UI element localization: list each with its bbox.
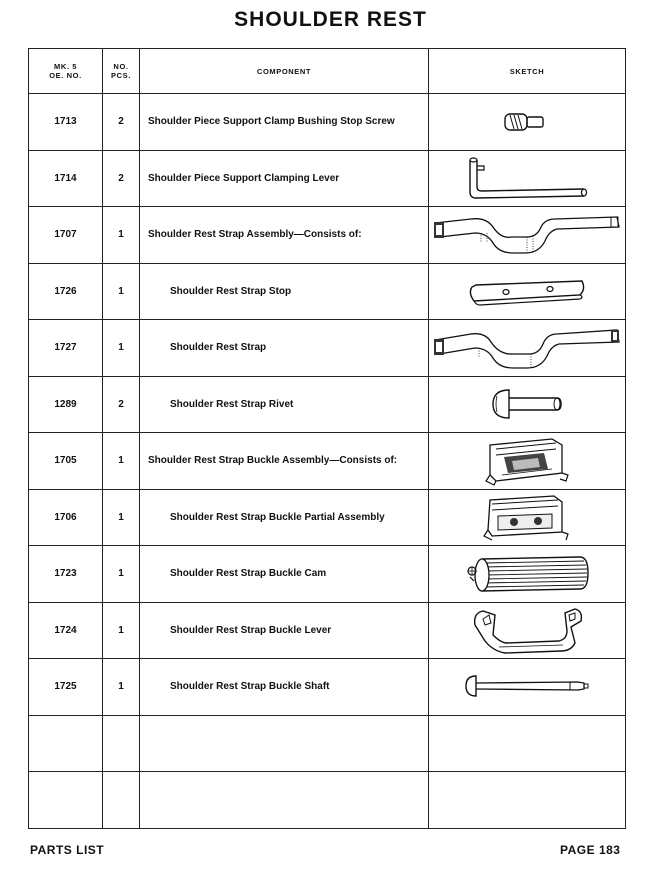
- empty-cell: [103, 715, 140, 772]
- table-row: [29, 263, 626, 320]
- component-cell: Shoulder Rest Strap Rivet: [140, 376, 429, 433]
- strap-assembly-sketch: [431, 213, 623, 257]
- sketch-cell: [429, 489, 626, 546]
- empty-cell: [429, 772, 626, 829]
- sketch-cell: [429, 546, 626, 603]
- header-sketch: SKETCH: [429, 49, 626, 94]
- strap-sketch: [431, 326, 623, 370]
- table-row: [29, 150, 626, 207]
- pieces-cell: 2: [103, 150, 140, 207]
- pieces-cell: 1: [103, 602, 140, 659]
- pieces-cell: 1: [103, 546, 140, 603]
- stop-screw-sketch: [497, 107, 557, 137]
- rivet-sketch: [487, 386, 567, 422]
- sketch-cell: [429, 602, 626, 659]
- mk-number-cell: 1705: [29, 433, 103, 490]
- table-row-empty: [29, 715, 626, 772]
- component-cell: Shoulder Rest Strap Buckle Cam: [140, 546, 429, 603]
- empty-cell: [140, 772, 429, 829]
- table-row-empty: [29, 772, 626, 829]
- pieces-cell: 2: [103, 94, 140, 151]
- sketch-cell: [429, 263, 626, 320]
- component-cell: Shoulder Rest Strap Assembly—Consists of:: [140, 207, 429, 264]
- header-pcs-line1: NO.: [113, 62, 129, 71]
- buckle-cam-sketch: [460, 551, 594, 597]
- pieces-cell: 1: [103, 320, 140, 377]
- component-cell: Shoulder Rest Strap Buckle Partial Assembly: [140, 489, 429, 546]
- pieces-cell: 1: [103, 207, 140, 264]
- header-pcs-line2: PCS.: [111, 71, 131, 80]
- table-header-row: [29, 49, 626, 94]
- pieces-cell: 1: [103, 263, 140, 320]
- sketch-cell: [429, 376, 626, 433]
- empty-cell: [29, 772, 103, 829]
- sketch-cell: [429, 659, 626, 716]
- component-cell: Shoulder Rest Strap Buckle Lever: [140, 602, 429, 659]
- mk-number-cell: 1289: [29, 376, 103, 433]
- table-row: [29, 659, 626, 716]
- clamping-lever-sketch: [462, 154, 592, 202]
- pieces-cell: 1: [103, 433, 140, 490]
- table-row: [29, 94, 626, 151]
- buckle-lever-sketch: [467, 605, 587, 655]
- buckle-shaft-sketch: [460, 672, 594, 702]
- table-row: [29, 376, 626, 433]
- mk-number-cell: 1723: [29, 546, 103, 603]
- empty-cell: [103, 772, 140, 829]
- header-mk-line1: MK. 5: [53, 62, 77, 71]
- table-row: [29, 433, 626, 490]
- empty-cell: [29, 715, 103, 772]
- header-mk-number: [29, 49, 103, 94]
- footer-page-number: PAGE 183: [560, 843, 621, 857]
- strap-stop-sketch: [462, 271, 592, 311]
- header-mk-line2: OE. NO.: [49, 71, 82, 80]
- pieces-cell: 1: [103, 659, 140, 716]
- header-pieces: [103, 49, 140, 94]
- component-cell: Shoulder Piece Support Clamping Lever: [140, 150, 429, 207]
- parts-table: [28, 48, 626, 829]
- buckle-assembly-sketch: [482, 435, 572, 487]
- table-row: [29, 320, 626, 377]
- table-row: [29, 602, 626, 659]
- pieces-cell: 1: [103, 489, 140, 546]
- footer-parts-list: PARTS LIST: [30, 843, 105, 857]
- sketch-cell: [429, 207, 626, 264]
- mk-number-cell: 1726: [29, 263, 103, 320]
- component-cell: Shoulder Rest Strap Buckle Shaft: [140, 659, 429, 716]
- page-title: SHOULDER REST: [234, 8, 427, 31]
- component-cell: Shoulder Rest Strap Buckle Assembly—Consists of:: [140, 433, 429, 490]
- component-cell: Shoulder Rest Strap Stop: [140, 263, 429, 320]
- header-component: COMPONENT: [140, 49, 429, 94]
- mk-number-cell: 1714: [29, 150, 103, 207]
- empty-cell: [140, 715, 429, 772]
- sketch-cell: [429, 150, 626, 207]
- component-cell: Shoulder Rest Strap: [140, 320, 429, 377]
- table-row: [29, 546, 626, 603]
- pieces-cell: 2: [103, 376, 140, 433]
- mk-number-cell: 1724: [29, 602, 103, 659]
- sketch-cell: [429, 433, 626, 490]
- mk-number-cell: 1707: [29, 207, 103, 264]
- mk-number-cell: 1713: [29, 94, 103, 151]
- sketch-cell: [429, 320, 626, 377]
- mk-number-cell: 1725: [29, 659, 103, 716]
- sketch-cell: [429, 94, 626, 151]
- table-row: [29, 489, 626, 546]
- mk-number-cell: 1727: [29, 320, 103, 377]
- buckle-partial-sketch: [482, 492, 572, 542]
- component-cell: Shoulder Piece Support Clamp Bushing Stop Screw: [140, 94, 429, 151]
- mk-number-cell: 1706: [29, 489, 103, 546]
- empty-cell: [429, 715, 626, 772]
- table-row: [29, 207, 626, 264]
